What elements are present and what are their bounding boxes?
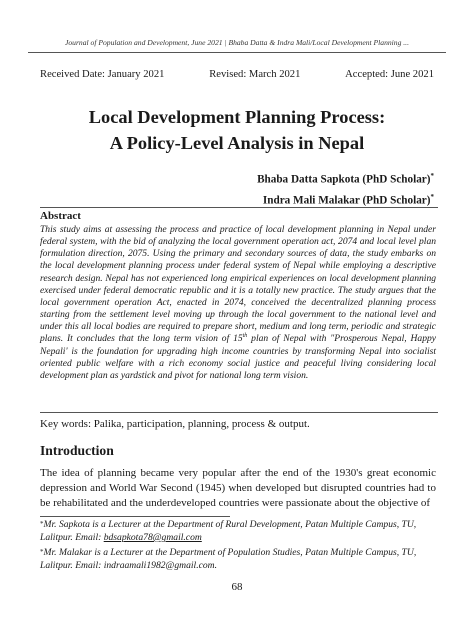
abstract-heading: Abstract (40, 210, 81, 222)
author-1-mark: * (430, 172, 434, 180)
footnote-rule (40, 516, 230, 517)
author-1 (257, 172, 434, 186)
revised-date: Revised: March 2021 (209, 69, 301, 80)
abstract-top-rule (40, 207, 438, 208)
paper-title (20, 104, 454, 156)
author-2 (263, 193, 434, 207)
footnote-2-text: Mr. Malakar is a Lecturer at the Department of Population Studies, Patan Multiple Campus, TU, Lalitpur. Email: (40, 547, 417, 571)
author-2-mark: * (430, 193, 434, 201)
keywords: Key words: Palika, participation, planning, process & output. (40, 418, 310, 430)
footnote-2 (40, 546, 436, 572)
abstract-ordinal-sup: th (242, 333, 248, 340)
running-header: Journal of Population and Development, June 2021 | Bhaba Datta & Indra Mali/Local Development Planning ... (65, 38, 409, 47)
footnote-1-mark: * (40, 520, 44, 528)
footnote-1 (40, 518, 436, 544)
abstract-text (40, 224, 436, 382)
abstract-text-part-2: plan of Nepal with "Prosperous Nepal, Happy Nepali' is the foundation for upgrading high income countries by transforming Nepal into socialist oriented public welfare with a rich economy social justice and peaceful living considering local development plan as yardstick and pivot for national long term vision. (40, 333, 436, 381)
footnote-2-email[interactable]: indraamali1982@gmail.com. (103, 560, 217, 571)
introduction-text: The idea of planning became very popular after the end of the 1930's great economic depression and World War Second (1945) when developed but disrupted countries had to be rehabilitated and the underdeveloped countries were passionate about the objective of (40, 467, 436, 509)
header-rule (28, 52, 446, 53)
title-line-1: Local Development Planning Process: (88, 107, 386, 127)
accepted-date: Accepted: June 2021 (345, 69, 434, 80)
author-1-name: Bhaba Datta Sapkota (PhD Scholar) (257, 173, 431, 186)
footnote-1-text: Mr. Sapkota is a Lecturer at the Department of Rural Development, Patan Multiple Campus, TU, Lalitpur. Email: (40, 519, 417, 543)
footnote-2-mark: * (40, 548, 44, 556)
page-number: 68 (231, 581, 243, 593)
submission-dates (40, 69, 434, 80)
abstract-bottom-rule (40, 412, 438, 413)
received-date: Received Date: January 2021 (40, 69, 165, 80)
footnote-1-email-link[interactable]: bdsapkota78@gmail.com (103, 532, 202, 543)
introduction-heading: Introduction (40, 443, 114, 458)
title-line-2: A Policy-Level Analysis in Nepal (109, 133, 365, 153)
author-2-name: Indra Mali Malakar (PhD Scholar) (262, 194, 431, 207)
abstract-text-part-1: This study aims at assessing the process and practice of local development planning in Nepal under federal system, with the bid of analyzing the local government operation act, 2074 and local level plan formulation direction, 2075. Using the primary and secondary sources of data, the study embarks on the local development planning process under federal system of Nepal while employing a descriptive research design. Nepal has not experienced long empirical experiences on local development planning exercised under federal democratic republic and it is a totally new practice. The study argues that the local government operation Act, enacted in 2074, conceived the decentralized planning process starting from the settlement level moving up through the local government to the national level and under this all local bodies are required to prepare short, medium and long term, periodic and strategic plans. It concludes that the long term vision of 15 (40, 224, 436, 345)
